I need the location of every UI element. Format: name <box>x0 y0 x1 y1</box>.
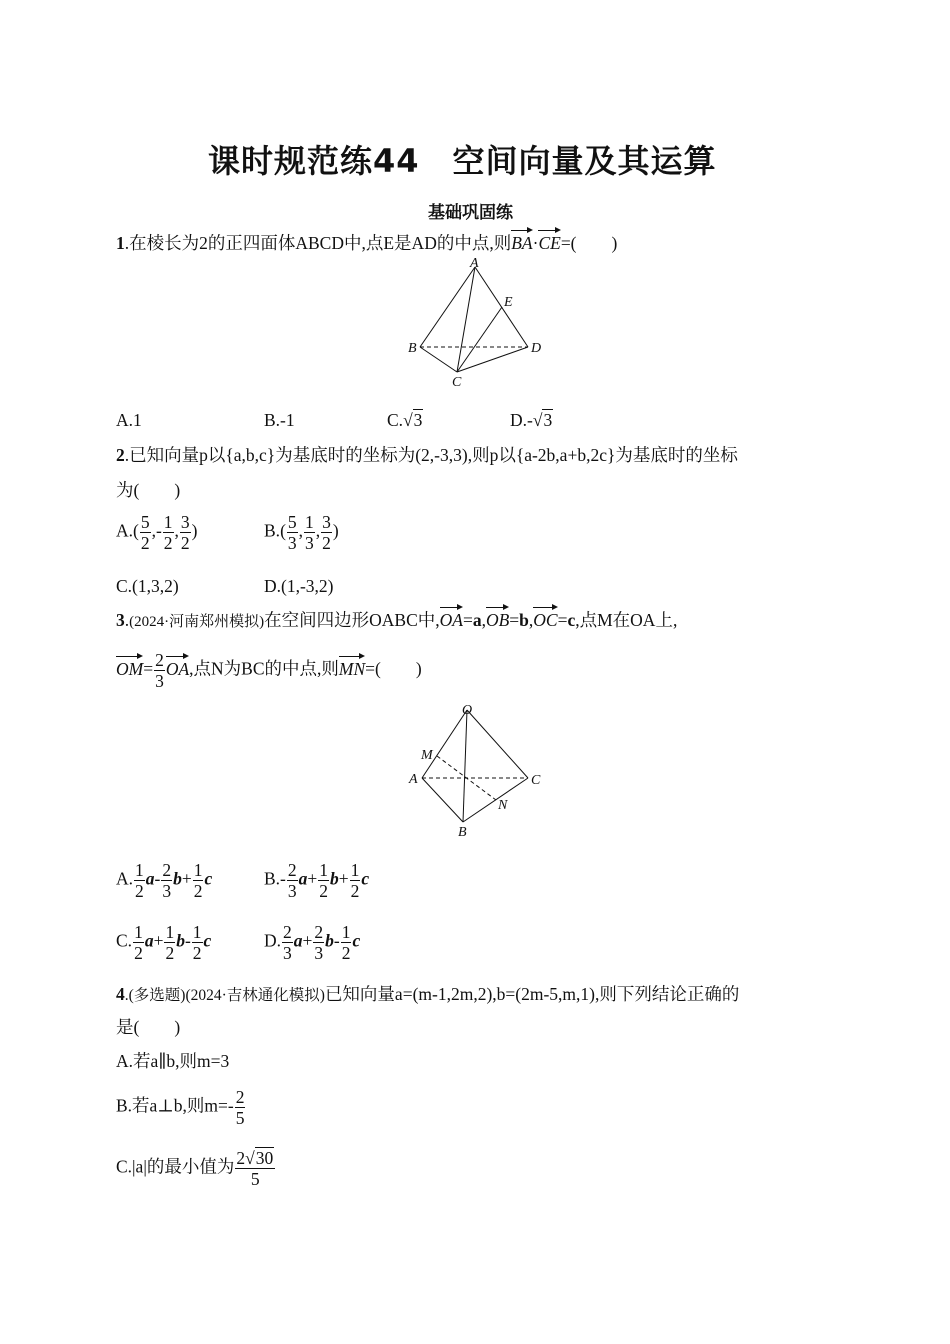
q3-stem-line2: OM= $\frac{2}{3}$ OA,点N为BC的中点,则MN=( ) <box>116 650 422 691</box>
q1-stem <box>116 227 617 255</box>
tetrahedron-abcd-figure <box>400 255 550 390</box>
q3-option-b: B.- $\frac{2}{3}$ a+ $\frac{1}{2}$ b+ $\frac{1}{2}$ c <box>264 860 370 901</box>
q2-option-a: A.( $\frac{5}{2}$ ,- $\frac{1}{2}$ , $\frac{3}{2}$ ) <box>116 512 198 553</box>
label-a: A <box>409 772 418 787</box>
label-n: N <box>498 798 508 813</box>
q1-option-c: C.√3 <box>387 410 423 430</box>
q1-text: .在棱长为2的正四面体ABCD中,点E是AD的中点,则 <box>124 233 512 253</box>
label-e: E <box>504 295 513 310</box>
q4-number: 4 <box>116 984 125 1004</box>
q2-option-b: B.( $\frac{5}{3}$ , $\frac{1}{3}$ , $\frac{3}{2}$ ) <box>264 512 339 553</box>
vec-ce: CE <box>538 227 560 255</box>
quadrilateral-oabc-figure <box>400 700 550 845</box>
q3-option-d: D. $\frac{2}{3}$ a+ $\frac{2}{3}$ b- $\frac{1}{2}$ c <box>264 922 361 963</box>
q1-option-b: B.-1 <box>264 410 295 430</box>
q2-option-d: D.(1,-3,2) <box>264 576 334 596</box>
label-c: C <box>531 773 541 788</box>
q3-number: 3 <box>116 610 125 630</box>
q4-stem-line1: 4.(多选题)(2024·吉林通化模拟)已知向量a=(m-1,2m,2),b=(2m-5,m,1),则下列结论正确的 <box>116 984 740 1004</box>
q2-option-c: C.(1,3,2) <box>116 576 179 596</box>
q1-number: 1 <box>116 233 125 253</box>
q3-option-a: A. $\frac{1}{2}$ a- $\frac{2}{3}$ b+ $\frac{1}{2}$ c <box>116 860 213 901</box>
label-d: D <box>531 341 542 356</box>
label-m: M <box>421 748 433 763</box>
q3-stem-line1: 3.(2024·河南郑州模拟)在空间四边形OABC中,OA=a,OB=b,OC=c,点M在OA上, <box>116 604 677 634</box>
q1-tail: =( ) <box>560 233 618 253</box>
label-a: A <box>470 256 479 271</box>
q4-option-a: A.若a∥b,则m=3 <box>116 1051 230 1071</box>
vec-ba: BA <box>511 227 532 255</box>
q1-option-a: A.1 <box>116 410 142 430</box>
q4-option-c: C.|a|的最小值为 $\frac{2√30}{5}$ <box>116 1148 274 1189</box>
label-b: B <box>408 341 417 356</box>
q2-number: 2 <box>116 445 125 465</box>
label-c: C <box>452 375 462 390</box>
q4-stem-line2: 是( ) <box>116 1017 181 1037</box>
q2-stem-line1: 2.已知向量p以{a,b,c}为基底时的坐标为(2,-3,3),则p以{a-2b,a+b,2c}为基底时的坐标 <box>116 445 738 465</box>
q2-stem-line2: 为( ) <box>116 480 181 500</box>
q3-option-c: C. $\frac{1}{2}$ a+ $\frac{1}{2}$ b- $\frac{1}{2}$ c <box>116 922 212 963</box>
label-b: B <box>458 825 467 840</box>
q1-option-d: D.-√3 <box>510 410 553 430</box>
dot-symbol: · <box>532 233 539 253</box>
section-heading: 基础巩固练 <box>428 203 513 223</box>
label-o: O <box>462 703 473 718</box>
page-title: 课时规范练44 空间向量及其运算 <box>208 142 717 180</box>
q4-option-b: B.若a⊥b,则m=- $\frac{2}{5}$ <box>116 1087 245 1128</box>
